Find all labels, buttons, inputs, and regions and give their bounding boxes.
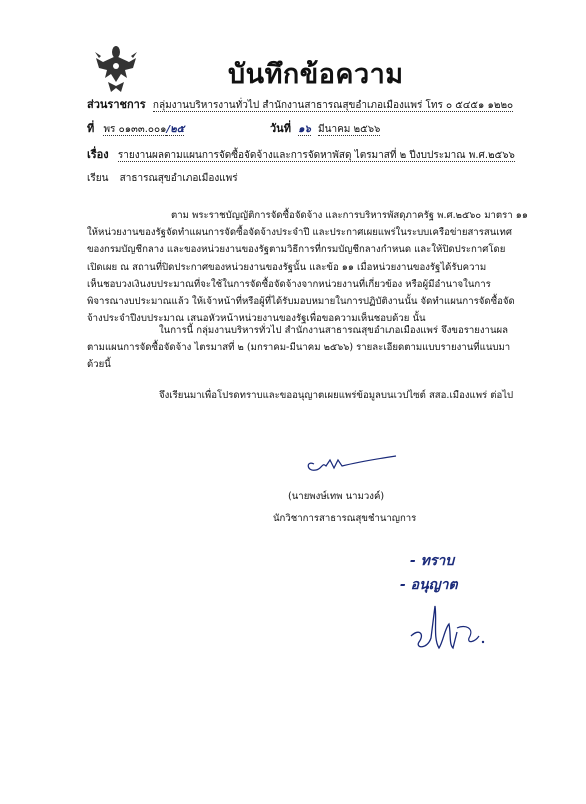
closing-line: จึงเรียนมาเพื่อโปรดทราบและขออนุญาตเผยแพร่ข้อมูลบนเวปไซต์ สสอ.เมืองแพร่ ต่อไป [159, 390, 514, 401]
signatory-name: (นายพงษ์เทพ นามวงค์) [288, 491, 385, 502]
subject-value: รายงานผลตามแผนการจัดซื้อจัดจ้างและการจัดหาพัสดุ ไตรมาสที่ ๒ ปีงบประมาณ พ.ศ.๒๕๖๖ [117, 150, 515, 161]
body-line: จ้างประจำปีงบประมาณ เสนอหัวหน้าหน่วยงานของรัฐเพื่อขอความเห็นชอบด้วย นั้น [87, 313, 426, 325]
date-row [270, 122, 380, 137]
approver-signature [405, 598, 495, 658]
ref-value: พร ๐๑๓๓.๐๐๑ [103, 124, 167, 135]
body-line: พิจารณางบประมาณแล้ว ให้เจ้าหน้าที่หรือผู้ที่ได้รับมอบหมายในการปฏิบัติงานนั้น จัดทำแผนการจัดซื้อจัด [87, 296, 515, 308]
agency-label: ส่วนราชการ [87, 98, 146, 111]
body-line: ตาม พระราชบัญญัติการจัดซื้อจัดจ้าง และการบริหารพัสดุภาครัฐ พ.ศ.๒๕๖๐ มาตรา ๑๑ [171, 210, 528, 221]
body-line: ตามแผนการจัดซื้อจัดจ้าง ไตรมาสที่ ๒ (มกราคม-มีนาคม ๒๕๖๖) รายละเอียดตามแบบรายงานที่แนบมา [87, 342, 511, 354]
agency-row [87, 98, 513, 113]
ref-handwritten: /๒๕ [166, 124, 185, 135]
subject-row [87, 148, 515, 163]
garuda-emblem-icon [93, 44, 139, 96]
to-value: สาธารณสุขอำเภอเมืองแพร่ [119, 173, 238, 184]
ref-label: ที่ [87, 122, 95, 135]
date-month-year: มีนาคม ๒๕๖๖ [318, 124, 381, 135]
body-paragraph-1 [87, 207, 528, 327]
date-label: วันที่ [270, 122, 291, 135]
subject-label: เรื่อง [87, 148, 109, 161]
annotation-permitted: - อนุญาต [400, 577, 458, 593]
signature-scribble [300, 450, 400, 478]
body-paragraph-2 [87, 322, 510, 374]
body-line: ในการนี้ กลุ่มงานบริหารทั่วไป สำนักงานสาธารณสุขอำเภอเมืองแพร่ จึงขอรายงานผล [159, 325, 509, 336]
body-line: ด้วยนี้ [87, 359, 111, 371]
signatory-position: นักวิชาการสาธารณสุขชำนาญการ [273, 513, 417, 524]
body-line: เปิดเผย ณ สถานที่ปิดประกาศของหน่วยงานของรัฐนั้น และข้อ ๑๑ เมื่อหน่วยงานของรัฐได้รับความ [87, 261, 487, 273]
body-line: เห็นชอบวงเงินงบประมาณที่จะใช้ในการจัดซื้อจัดจ้างจากหน่วยงานที่เกี่ยวข้อง หรือผู้มีอำนาจในการ [87, 278, 491, 290]
to-label: เรียน [87, 173, 109, 184]
agency-value: กลุ่มงานบริหารงานทั่วไป สำนักงานสาธารณสุขอำเภอเมืองแพร่ โทร ๐ ๕๔๕๑ ๑๒๒๐ [152, 100, 514, 111]
to-row [87, 172, 238, 186]
date-day: ๑๖ [298, 124, 311, 135]
page-title: บันทึกข้อความ [228, 59, 404, 90]
body-line: ให้หน่วยงานของรัฐจัดทำแผนการจัดซื้อจัดจ้างประจำปี และประกาศเผยแพร่ในระบบเครือข่ายสารสนเทศ [87, 227, 512, 239]
ref-row [87, 122, 184, 137]
body-line: ของกรมบัญชีกลาง และของหน่วยงานของรัฐตามวิธีการที่กรมบัญชีกลางกำหนด และให้ปิดประกาศโดย [87, 244, 506, 256]
annotation-acknowledged: - ทราบ [410, 553, 455, 569]
